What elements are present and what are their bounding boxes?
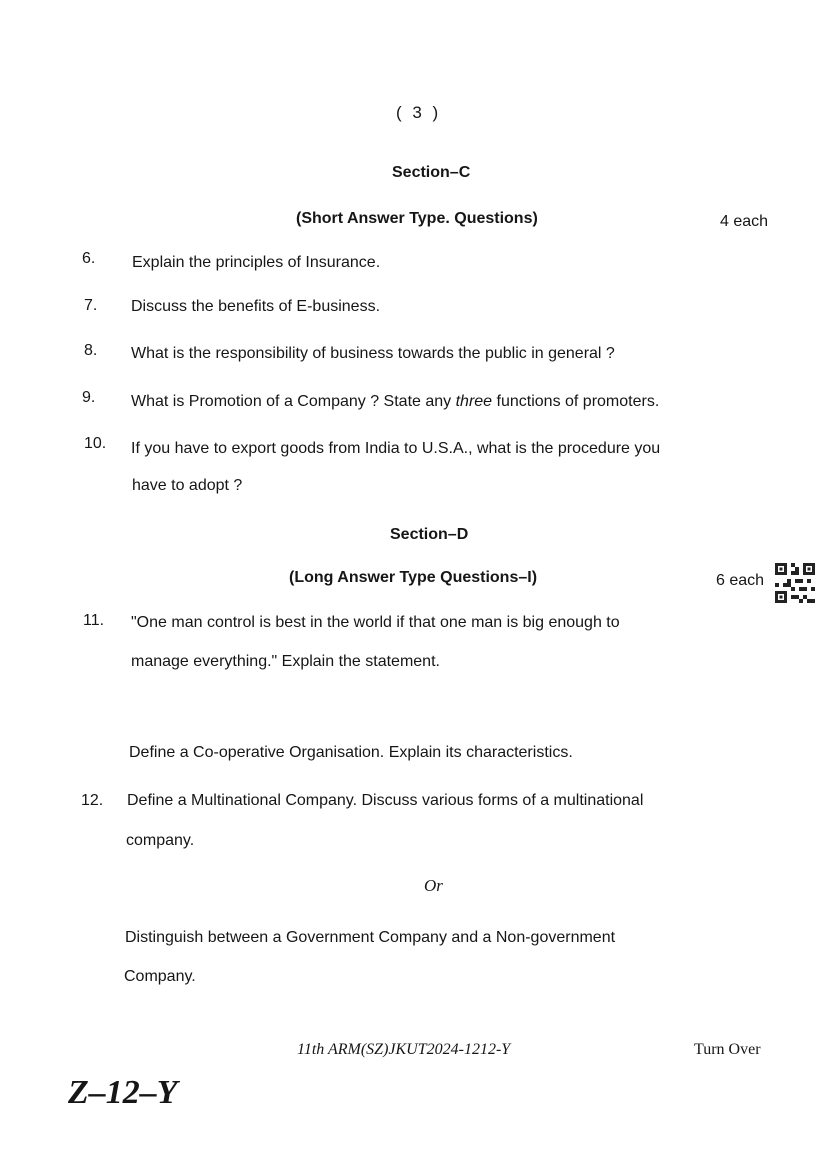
question-text: "One man control is best in the world if that one man is big enough to [131,614,620,631]
page-number: ( 3 ) [396,103,442,122]
question-text: Define a Multinational Company. Discuss various forms of a multinational [127,792,644,809]
question-number: 10. [84,435,107,452]
question-alternative-continued: Company. [124,968,196,985]
question-text-continued: have to adopt ? [132,477,243,494]
section-c-title: Section–C [392,164,471,181]
question-text-part: What is Promotion of a Company ? State any [131,393,456,410]
question-text-continued: company. [126,832,195,849]
question-alternative: Distinguish between a Government Company and a Non-government [125,929,616,946]
section-d-subtitle: (Long Answer Type Questions–I) [289,569,538,586]
question-text: If you have to export goods from India to U.S.A., what is the procedure you [131,440,661,457]
question-text-emphasis: three [455,393,493,410]
or-separator: Or [424,876,443,895]
section-c-subtitle: (Short Answer Type. Questions) [296,210,538,227]
question-text: Explain the principles of Insurance. [132,254,381,271]
question-text-continued: manage everything." Explain the statement. [131,653,440,670]
section-c-marks: 4 each [720,213,769,230]
question-number: 8. [84,342,98,359]
question-number: 12. [81,792,104,809]
question-number: 7. [84,297,98,314]
question-number: 6. [82,250,96,267]
section-d-title: Section–D [390,526,469,543]
section-d-marks: 6 each [716,572,765,589]
footer-code: 11th ARM(SZ)JKUT2024-1212-Y [297,1041,511,1058]
question-text: What is the responsibility of business towards the public in general ? [131,345,615,362]
question-text [131,393,659,411]
question-number: 11. [83,612,105,629]
question-text: Discuss the benefits of E-business. [131,298,381,315]
qr-code-icon [775,563,815,603]
question-alternative: Define a Co-operative Organisation. Explain its characteristics. [129,744,573,761]
question-text-part: functions of promoters. [492,393,660,410]
paper-code: Z–12–Y [68,1074,178,1111]
question-number: 9. [82,389,96,406]
turn-over: Turn Over [694,1041,761,1058]
